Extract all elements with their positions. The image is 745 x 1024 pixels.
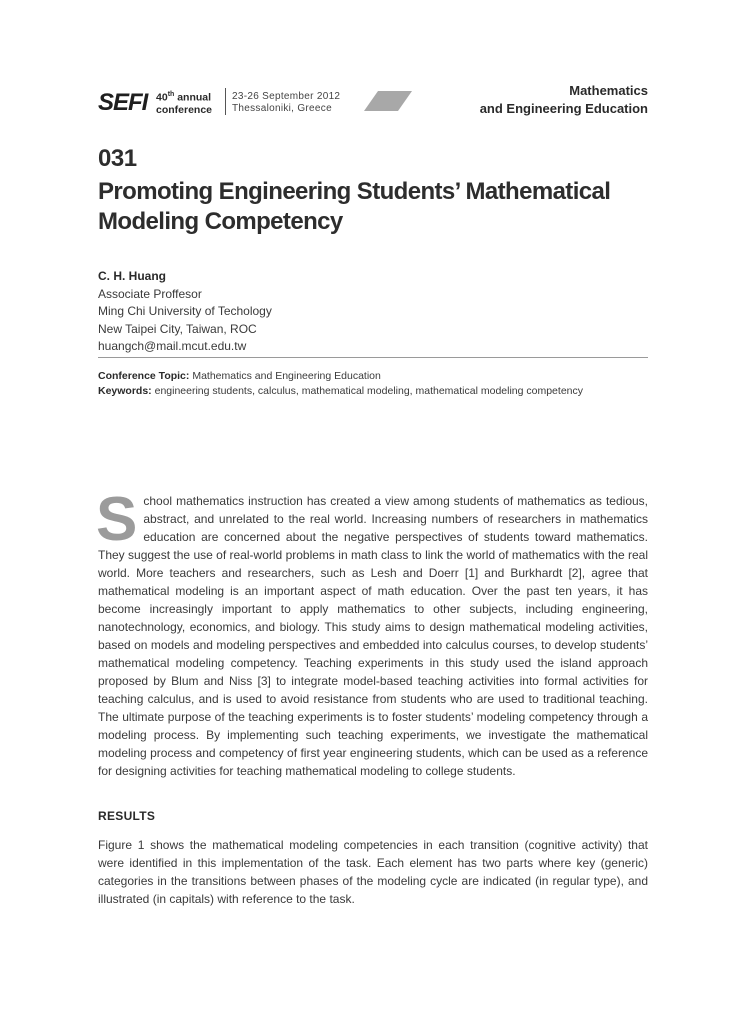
- author-email[interactable]: huangch@mail.mcut.edu.tw: [98, 339, 247, 353]
- conference-label: 40th annual conference: [156, 91, 213, 116]
- paper-meta: [98, 369, 658, 399]
- sefi-logo: [98, 88, 150, 114]
- drop-cap: S: [96, 485, 138, 554]
- results-paragraph: Figure 1 shows the mathematical modeling competencies in each transition (cognitive activity) that were identified in this implementation of the task. Each element has two parts where key (generic) categories in the transitions between phases of the modeling cycle are indicated (in regular type), and illustrated (in capitals) with reference to the task.: [98, 838, 648, 906]
- author-affiliation: Ming Chi University of Techology: [98, 304, 272, 318]
- author-position: Associate Proffesor: [98, 286, 202, 301]
- conference-topic: Conference Topic: Mathematics and Engineering Education: [98, 370, 381, 382]
- conference-location: Thessaloniki, Greece: [232, 103, 332, 114]
- horizontal-rule: [98, 357, 648, 358]
- author-block: [98, 268, 272, 356]
- abstract-text: chool mathematics instruction has created a view among students of mathematics as tedious, abstract, and unrelated to the real world. Increasing numbers of researchers in mathematics education are concerned about the negative perspectives of students toward mathematics. They suggest the use of real-world problems in math class to link the world of mathematics with the real world. More teachers and researchers, such as Lesh and Doerr [1] and Burkhardt [2], agree that mathematical modeling is an important aspect of math education. Over the past ten years, it has become increasingly important to apply mathematics to other subjects, including engineering, nanotechnology, economics, and biology. This study aims to design mathematical modeling activities, based on models and modeling perspectives and embedded into calculus courses, to develop students’ mathematical modeling competency. Teaching experiments in this study used the island approach proposed by Blum and Niss [3] to integrate model-based teaching activities into formal activities for teaching calculus, and is used to avoid resistance from students who are used to traditional teaching. The ultimate purpose of the teaching experiments is to foster students’ modeling competency through a modeling process. By implementing such teaching experiments, we investigate the mathematical modeling process and competency of first year engineering students, which can be used as a reference for designing activities for teaching mathematical modeling to college students.: [98, 494, 648, 778]
- paper-number: 031: [98, 145, 137, 172]
- author-location: New Taipei City, Taiwan, ROC: [98, 321, 257, 336]
- conference-dates: [232, 91, 340, 115]
- svg-text:SEFI: SEFI: [98, 89, 148, 114]
- section-heading-results: RESULTS: [98, 809, 156, 823]
- author-name: C. H. Huang: [98, 269, 166, 283]
- track-title: Mathematics and Engineering Education: [479, 83, 648, 116]
- conference-date-range: 23-26 September 2012: [232, 91, 341, 102]
- keywords: Keywords: engineering students, calculus, mathematical modeling, mathematical modeling competency: [98, 385, 583, 397]
- header-stripe-graphic: [364, 91, 412, 111]
- paper-title: Promoting Engineering Students’ Mathematical Modeling Competency: [98, 178, 611, 235]
- abstract-paragraph: [96, 485, 648, 780]
- header-divider: [225, 88, 226, 115]
